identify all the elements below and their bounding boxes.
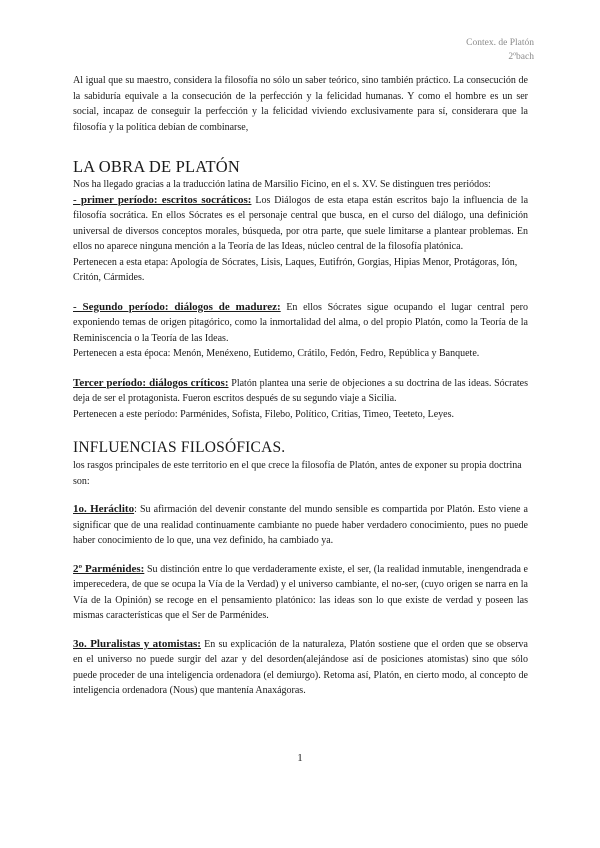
influence-heraclito: [73, 502, 528, 549]
section-title-influencias: INFLUENCIAS FILOSÓFICAS.: [73, 439, 286, 456]
period-2-description: [73, 300, 528, 347]
section-title-obra: LA OBRA DE PLATÓN: [73, 157, 241, 176]
influence-heraclito-heading: 1o. Heráclito: [73, 503, 135, 515]
period-3-text: Platón plantea una serie de objeciones a su doctrina de las ideas. Sócrates deja de ser el protagonista. Fueron escritos después de su segundo viaje a Sicilia.: [73, 377, 529, 404]
influence-heraclito-text: : Su afirmación del devenir constante del mundo sensible es compartida por Platón. Esto viene a significar que de una realidad continuamente cambiante no puede haber verdadero conocimiento, pues no puede haber conocimiento de lo que, una vez definido, ha cambiado ya.: [73, 504, 528, 546]
period-3-works: Pertenecen a este período: Parménides, Sofista, Filebo, Político, Critias, Timeo, Teeteto, Leyes.: [73, 408, 454, 420]
period-1-works: Pertenecen a esta etapa: Apología de Sócrates, Lisis, Laques, Eutifrón, Gorgias, Hipias Menor, Protágoras, Ión, Critón, Cármides.: [73, 256, 518, 283]
influence-parmenides-text: Su distinción entre lo que verdaderamente existe, el ser, (la realidad inmutable, inengendrada e imperecedera, de que se ocupa la Vía de la Verdad) y el universo cambiante, el no-ser, (cuyo origen se narra en la Vía de la Opinión) se recoge en el pensamiento platónico: las ideas son lo que existe de verdad y poseen las mismas características que el Ser de Parménides.: [73, 563, 528, 621]
influence-parmenides-heading: 2º Parménides:: [73, 562, 145, 575]
document-body: [73, 73, 528, 699]
influence-pluralistas: [73, 637, 528, 699]
period-2-heading: - Segundo período: diálogos de madurez:: [73, 300, 281, 313]
influence-parmenides: [73, 562, 528, 624]
page-number: 1: [297, 752, 303, 764]
header-course-title: Contex. de Platón: [466, 38, 534, 48]
influence-pluralistas-text: En su explicación de la naturaleza, Platón sostiene que el orden que se observa en el universo no puede surgir del azar y del desorden(alejándose así de posiciones atomistas) sino que sólo puede proceder de una inteligencia ordenadora (el demiurgo). Retoma así, Platón, en cierto modo, al concepto de inteligencia ordenadora (Nous) que mantenía Anaxágoras.: [73, 638, 528, 696]
influence-pluralistas-heading: 3o. Pluralistas y atomistas:: [73, 637, 201, 650]
influencias-intro: los rasgos principales de este territorio en el que crece la filosofía de Platón, antes de exponer su propia doctrina son:: [73, 460, 522, 487]
period-2-text: En ellos Sócrates sigue ocupando el lugar central pero exponiendo temas de origen pitagórico, como la inmortalidad del alma, o del propio Platón, como la Teoría de la Reminiscencia o la Teoría de las Ideas.: [73, 301, 528, 344]
period-3-description: [73, 376, 528, 407]
period-2-works: Pertenecen a esta época: Menón, Menéxeno, Eutidemo, Crátilo, Fedón, Fedro, República y Banquete.: [73, 348, 480, 359]
page-header: [466, 36, 534, 64]
intro-paragraph: Al igual que su maestro, considera la filosofía no sólo un saber teórico, sino también práctico. La consecución de la sabiduría equivale a la consecución de la perfección y la felicidad humanas. Y como el hombre es un ser social, incapaz de conseguir la perfección y la felicidad viviendo exclusivamente para sí, considerara que la filosofía y la política debían de combinarse,: [73, 75, 528, 133]
period-1-description: [73, 193, 528, 255]
obra-intro: Nos ha llegado gracias a la traducción latina de Marsilio Ficino, en el s. XV. Se distinguen tres periódos:: [73, 179, 491, 190]
header-course-level: 2ºbach: [508, 52, 534, 62]
period-1-heading: - primer período: escritos socráticos:: [73, 193, 252, 206]
period-1-text: Los Diálogos de esta etapa están escritos bajo la influencia de la filosofía socrática. En ellos Sócrates es el personaje central que busca, en el curso del diálogo, una definición universal de diversos conceptos morales, búsqueda, por otra parte, que suele limitarse a plantear problemas. En ellos no aparece ninguna mención a la Teoría de las Ideas, núcleo central de la filosofía platónica.: [73, 194, 529, 252]
period-3-heading: Tercer período: diálogos críticos:: [73, 376, 229, 389]
